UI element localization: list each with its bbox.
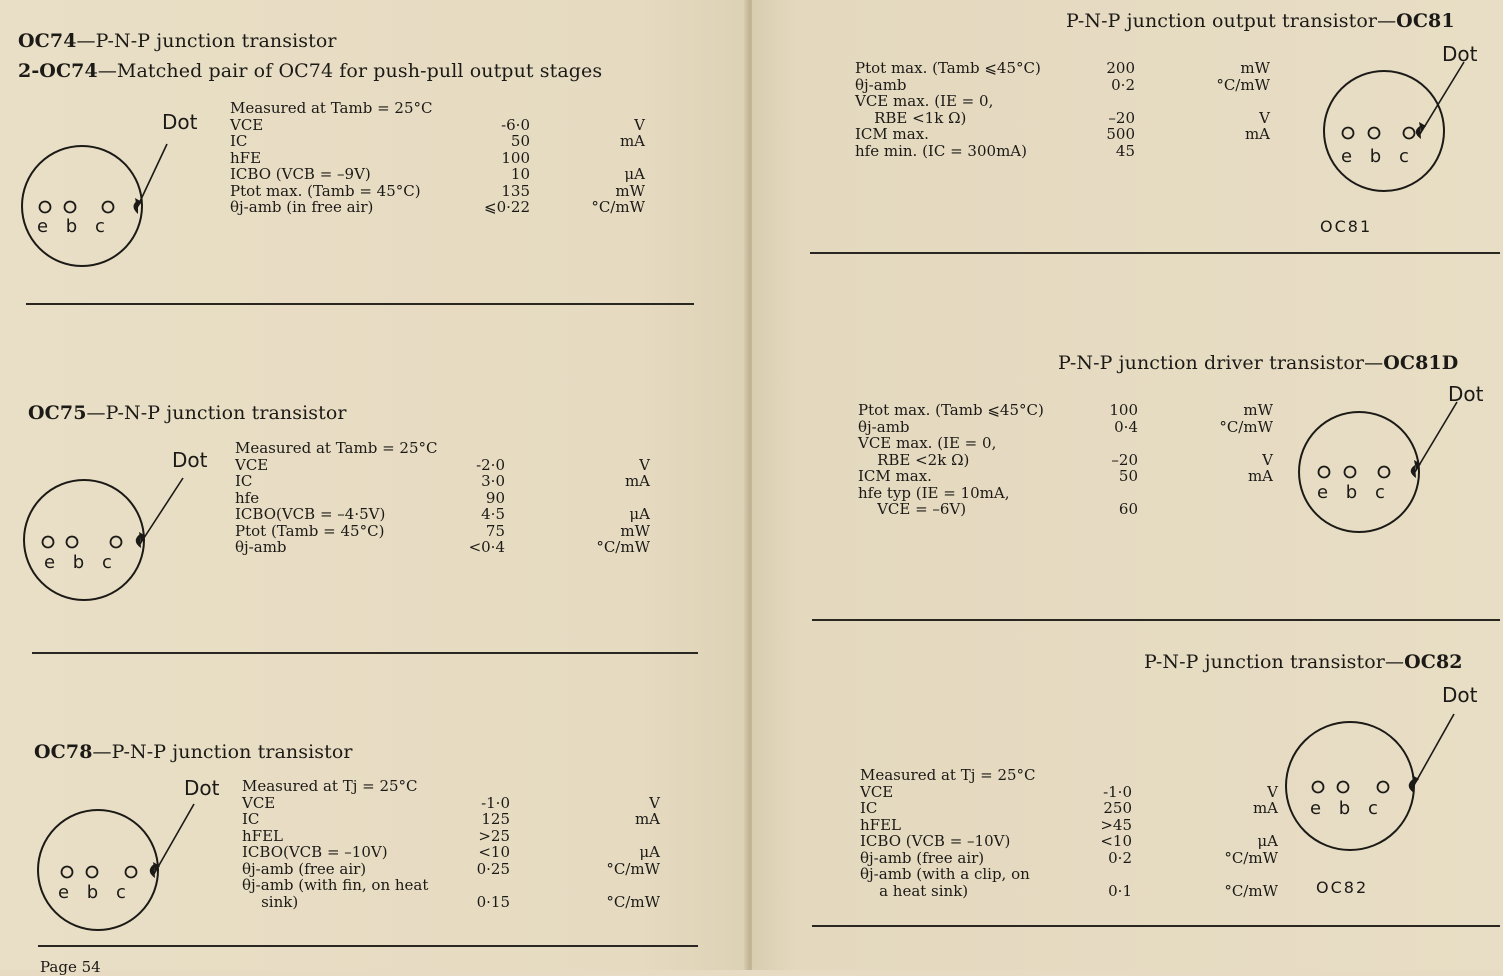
dot-label: Dot bbox=[1448, 382, 1484, 406]
spec-value: 75 bbox=[485, 521, 505, 540]
spec-value: 0·15 bbox=[476, 892, 510, 911]
spec-param: VCE bbox=[860, 782, 894, 801]
spec-row bbox=[235, 523, 650, 540]
spec-unit: V bbox=[634, 115, 645, 134]
spec-value: -2·0 bbox=[476, 455, 505, 474]
spec-row bbox=[242, 828, 660, 845]
oc81d-title: P-N-P junction driver transistor—OC81D bbox=[1058, 352, 1459, 374]
spec-param: θj-amb bbox=[235, 538, 287, 556]
spec-param: IC bbox=[860, 799, 878, 817]
oc82-spec-table bbox=[860, 767, 1278, 899]
spec-unit: μA bbox=[1257, 832, 1278, 850]
spec-value: 135 bbox=[501, 181, 530, 200]
spec-param: hfe min. (IC = 300mA) bbox=[855, 141, 1027, 160]
spec-unit: °C/mW bbox=[591, 198, 645, 216]
spec-row bbox=[242, 795, 660, 812]
spec-unit: °C/mW bbox=[606, 859, 660, 878]
spec-unit: μA bbox=[629, 505, 650, 523]
spec-row bbox=[242, 877, 660, 894]
spec-value: 200 bbox=[1106, 59, 1135, 77]
spec-param: IC bbox=[242, 810, 260, 828]
spec-unit bbox=[1135, 93, 1270, 110]
dot-label: Dot bbox=[184, 776, 220, 800]
spec-param: VCE max. (IE = 0, bbox=[855, 92, 994, 110]
spec-unit: mA bbox=[1244, 125, 1270, 143]
spec-param: ICBO(VCB = –4·5V) bbox=[235, 505, 386, 523]
spec-param: θj-amb (free air) bbox=[860, 848, 985, 867]
dot-label: Dot bbox=[1442, 683, 1478, 707]
spec-value: -6·0 bbox=[501, 115, 530, 134]
spec-value: >45 bbox=[1100, 815, 1132, 834]
oc74-subtitle: 2-OC74—Matched pair of OC74 for push-pull output stages bbox=[18, 60, 603, 82]
pin-labels: e b c bbox=[44, 552, 118, 573]
spec-param: θj-amb bbox=[855, 75, 907, 94]
spec-value: 0·2 bbox=[1108, 848, 1132, 867]
spec-value: 90 bbox=[485, 488, 505, 507]
spec-param: Ptot max. (Tamb ⩽45°C) bbox=[858, 401, 1044, 419]
spec-unit: °C/mW bbox=[1219, 417, 1273, 436]
section-divider bbox=[26, 303, 694, 305]
spec-value: -1·0 bbox=[1103, 782, 1132, 801]
oc75-spec-table bbox=[235, 440, 650, 556]
spec-value bbox=[468, 877, 510, 894]
spec-param: IC bbox=[230, 132, 248, 150]
spec-value: >25 bbox=[478, 826, 510, 845]
spec-value: 100 bbox=[1109, 401, 1138, 419]
spec-row bbox=[860, 817, 1278, 834]
dot-label: Dot bbox=[172, 448, 208, 472]
spec-row bbox=[235, 490, 650, 507]
spec-unit: mA bbox=[1252, 799, 1278, 817]
spec-rows bbox=[860, 784, 1278, 900]
spec-unit: mA bbox=[624, 472, 650, 490]
spec-value: 0·1 bbox=[1108, 881, 1132, 900]
spec-value: 0·4 bbox=[1114, 417, 1138, 436]
spec-unit bbox=[510, 828, 660, 845]
dot-label: Dot bbox=[162, 110, 198, 134]
spec-row bbox=[858, 468, 1273, 485]
spec-value: –20 bbox=[1108, 108, 1135, 127]
spec-param: ICBO (VCB = –10V) bbox=[860, 832, 1011, 850]
spec-value: 125 bbox=[481, 810, 510, 828]
spec-param: a heat sink) bbox=[860, 881, 969, 900]
spec-row bbox=[855, 77, 1270, 94]
package-label: OC81 bbox=[1320, 217, 1373, 236]
pin-labels: e b c bbox=[37, 216, 111, 237]
spec-row bbox=[855, 60, 1270, 77]
spec-unit bbox=[530, 150, 645, 167]
spec-row bbox=[858, 452, 1273, 469]
spec-row bbox=[858, 485, 1273, 502]
spec-row bbox=[860, 784, 1278, 801]
spec-param: θj-amb (free air) bbox=[242, 859, 367, 878]
spec-param: θj-amb (with a clip, on bbox=[860, 865, 1030, 883]
spec-param: hfe typ (IE = 10mA, bbox=[858, 483, 1010, 502]
spec-value: ⩽0·22 bbox=[484, 198, 530, 216]
spec-param: sink) bbox=[242, 892, 299, 911]
section-divider bbox=[812, 925, 1500, 927]
oc81-spec-table bbox=[855, 60, 1270, 159]
spec-unit: mW bbox=[620, 521, 650, 540]
spec-unit: V bbox=[1267, 782, 1278, 801]
spec-unit bbox=[1138, 485, 1273, 502]
spec-value: -1·0 bbox=[481, 793, 510, 812]
spec-row bbox=[858, 419, 1273, 436]
spec-row bbox=[230, 166, 645, 183]
spec-unit: mA bbox=[1247, 467, 1273, 485]
left-page bbox=[0, 0, 748, 976]
measured-condition: Measured at Tj = 25°C bbox=[242, 777, 418, 795]
spec-param: hFEL bbox=[242, 826, 283, 845]
pin-labels: e b c bbox=[58, 882, 132, 903]
spec-param: Ptot max. (Tamb = 45°C) bbox=[230, 181, 421, 200]
spec-rows bbox=[858, 402, 1273, 518]
oc75-package-diagram bbox=[20, 474, 200, 604]
spec-rows bbox=[235, 457, 650, 556]
spec-value: 100 bbox=[501, 148, 530, 167]
spec-row bbox=[235, 473, 650, 490]
oc81d-package-diagram bbox=[1292, 400, 1472, 535]
spec-unit bbox=[510, 877, 660, 894]
spec-row bbox=[855, 93, 1270, 110]
spec-unit: °C/mW bbox=[606, 892, 660, 911]
spec-row bbox=[242, 811, 660, 828]
dot-label: Dot bbox=[1442, 42, 1478, 66]
spec-value bbox=[1080, 93, 1135, 110]
spec-value bbox=[1086, 435, 1138, 452]
spec-value: 250 bbox=[1103, 799, 1132, 817]
spec-unit: mW bbox=[1240, 59, 1270, 77]
spec-unit: °C/mW bbox=[1224, 881, 1278, 900]
spec-param: hFEL bbox=[860, 815, 901, 834]
spec-row bbox=[230, 133, 645, 150]
spec-value: 10 bbox=[510, 165, 530, 183]
spec-unit: μA bbox=[639, 843, 660, 861]
spec-value: 45 bbox=[1115, 141, 1135, 160]
spec-row bbox=[858, 402, 1273, 419]
measured-condition: Measured at Tj = 25°C bbox=[860, 766, 1036, 784]
section-divider bbox=[32, 652, 698, 654]
measured-condition: Measured at Tamb = 25°C bbox=[230, 99, 433, 117]
spec-param: VCE bbox=[242, 793, 276, 812]
spec-value: 50 bbox=[1118, 467, 1138, 485]
spec-param: VCE bbox=[230, 115, 264, 134]
oc78-title: OC78—P-N-P junction transistor bbox=[34, 741, 353, 763]
oc81d-spec-table bbox=[858, 402, 1273, 518]
spec-value bbox=[1094, 866, 1132, 883]
spec-param: Ptot max. (Tamb ⩽45°C) bbox=[855, 59, 1041, 77]
oc82-title: P-N-P junction transistor—OC82 bbox=[1144, 651, 1463, 673]
pin-labels: e b c bbox=[1317, 482, 1391, 503]
spec-row bbox=[860, 800, 1278, 817]
spec-param: ICBO(VCB = –10V) bbox=[242, 843, 388, 861]
spec-row bbox=[242, 844, 660, 861]
spec-unit: V bbox=[649, 793, 660, 812]
measured-condition: Measured at Tamb = 25°C bbox=[235, 439, 438, 457]
spec-value: 0·2 bbox=[1111, 75, 1135, 94]
spec-row bbox=[230, 117, 645, 134]
oc74-title: OC74—P-N-P junction transistor bbox=[18, 30, 337, 52]
spec-row bbox=[235, 539, 650, 556]
spec-row bbox=[235, 506, 650, 523]
spec-param: IC bbox=[235, 472, 253, 490]
pin-labels: e b c bbox=[1310, 798, 1384, 819]
spec-unit bbox=[1132, 866, 1278, 883]
spec-value: 4·5 bbox=[481, 505, 505, 523]
spec-rows bbox=[855, 60, 1270, 159]
spec-unit: mW bbox=[1243, 401, 1273, 419]
spec-value: <0·4 bbox=[468, 538, 505, 556]
spec-value: –20 bbox=[1111, 450, 1138, 469]
spec-unit: mA bbox=[619, 132, 645, 150]
oc81-package-diagram bbox=[1318, 60, 1498, 190]
package-label: OC82 bbox=[1316, 878, 1369, 897]
spec-row bbox=[235, 457, 650, 474]
spec-param: VCE = –6V) bbox=[858, 500, 967, 518]
spec-param: θj-amb bbox=[858, 417, 910, 436]
spec-unit: V bbox=[639, 455, 650, 474]
oc74-package-diagram bbox=[14, 138, 194, 268]
spec-param: VCE max. (IE = 0, bbox=[858, 434, 997, 452]
spec-value: <10 bbox=[478, 843, 510, 861]
spec-param: RBE <1k Ω) bbox=[855, 108, 967, 127]
spec-param: ICM max. bbox=[855, 125, 929, 143]
spec-value: <10 bbox=[1100, 832, 1132, 850]
spec-param: θj-amb (in free air) bbox=[230, 198, 374, 216]
spec-value bbox=[1086, 485, 1138, 502]
spec-row bbox=[242, 861, 660, 878]
spec-row bbox=[855, 126, 1270, 143]
spec-param: RBE <2k Ω) bbox=[858, 450, 970, 469]
spec-unit: V bbox=[1259, 108, 1270, 127]
spec-value: 50 bbox=[510, 132, 530, 150]
spec-row bbox=[855, 143, 1270, 160]
spec-row bbox=[230, 150, 645, 167]
spec-unit bbox=[505, 490, 650, 507]
spec-value: 60 bbox=[1118, 500, 1138, 518]
spec-param: ICBO (VCB = –9V) bbox=[230, 165, 371, 183]
oc81-title: P-N-P junction output transistor—OC81 bbox=[1066, 10, 1455, 32]
spec-row bbox=[230, 199, 645, 216]
spec-row bbox=[858, 435, 1273, 452]
spec-unit bbox=[1138, 435, 1273, 452]
spec-unit: °C/mW bbox=[1216, 75, 1270, 94]
spec-unit: mW bbox=[615, 181, 645, 200]
spec-value: 3·0 bbox=[481, 472, 505, 490]
right-page bbox=[752, 0, 1503, 970]
spec-param: VCE bbox=[235, 455, 269, 474]
oc82-package-diagram bbox=[1282, 712, 1462, 847]
spec-unit: °C/mW bbox=[596, 538, 650, 556]
spec-row bbox=[860, 833, 1278, 850]
spec-row bbox=[860, 866, 1278, 883]
oc78-package-diagram bbox=[34, 804, 214, 934]
spec-unit: mA bbox=[634, 810, 660, 828]
oc75-title: OC75—P-N-P junction transistor bbox=[28, 402, 347, 424]
oc78-spec-table bbox=[242, 778, 660, 910]
section-divider bbox=[812, 619, 1500, 621]
oc74-spec-table bbox=[230, 100, 645, 216]
spec-row bbox=[855, 110, 1270, 127]
spec-row bbox=[230, 183, 645, 200]
spec-unit: μA bbox=[624, 165, 645, 183]
spec-row bbox=[860, 850, 1278, 867]
spec-rows bbox=[242, 795, 660, 911]
section-divider bbox=[38, 945, 698, 947]
spec-param: hFE bbox=[230, 148, 262, 167]
spec-unit bbox=[1135, 143, 1270, 160]
spec-unit bbox=[1138, 501, 1273, 518]
section-divider bbox=[810, 252, 1500, 254]
spec-row bbox=[860, 883, 1278, 900]
spec-param: ICM max. bbox=[858, 467, 932, 485]
spec-param: hfe bbox=[235, 488, 260, 507]
spec-unit: °C/mW bbox=[1224, 848, 1278, 867]
spec-row bbox=[858, 501, 1273, 518]
pin-labels: e b c bbox=[1341, 146, 1415, 167]
spec-unit: V bbox=[1262, 450, 1273, 469]
spec-param: θj-amb (with fin, on heat bbox=[242, 876, 429, 894]
spec-param: Ptot (Tamb = 45°C) bbox=[235, 521, 385, 540]
spec-rows bbox=[230, 117, 645, 216]
page-footer: Page 54 bbox=[40, 958, 101, 976]
spec-row bbox=[242, 894, 660, 911]
spec-value: 500 bbox=[1106, 125, 1135, 143]
spec-value: 0·25 bbox=[476, 859, 510, 878]
spec-unit bbox=[1132, 817, 1278, 834]
